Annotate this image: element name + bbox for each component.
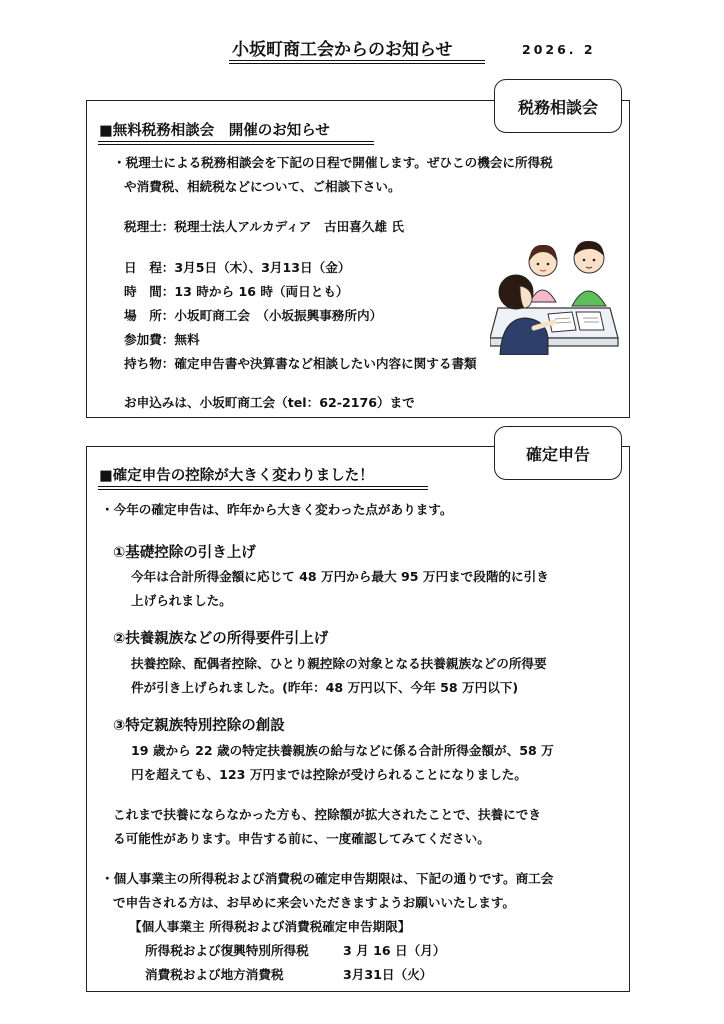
- intro-line-2: や消費税、相続税などについて、ご相談下さい。: [124, 179, 401, 194]
- title-underline: [229, 60, 485, 61]
- schedule: 日 程：3月5日（木）、3月13日（金）: [124, 260, 351, 275]
- item1-line-2: 上げられました。: [131, 593, 232, 608]
- deadline-line-1: ・個人事業主の所得税および消費税の確定申告期限は、下記の通りです。商工会: [101, 871, 554, 886]
- page-title: 小坂町商工会からのお知らせ: [232, 40, 453, 60]
- section2-heading: ■確定申告の控除が大きく変わりました！: [99, 468, 374, 484]
- section1-heading-underline: [98, 141, 374, 142]
- note-line-1: これまで扶養にならなかった方も、控除額が拡大されたことで、扶養にでき: [113, 807, 541, 822]
- deadline-row2-label: 消費税および地方消費税: [145, 967, 284, 982]
- item3-title: ③特定親族特別控除の創設: [113, 718, 285, 734]
- item2-line-1: 扶養控除、配偶者控除、ひとり親控除の対象となる扶養親族などの所得要: [131, 656, 547, 671]
- note-line-2: る可能性があります。申告する前に、一度確認してみてください。: [113, 831, 490, 846]
- tax-return-tab: 確定申告: [494, 426, 622, 480]
- time: 時 間：13 時から 16 時（両日とも）: [124, 284, 349, 299]
- apply-info: お申込みは、小坂町商工会（tel：62-2176）まで: [124, 395, 415, 410]
- section1-heading: ■無料税務相談会 開催のお知らせ: [99, 123, 330, 139]
- place: 場 所：小坂町商工会 （小坂振興事務所内）: [124, 308, 383, 323]
- tax-consultation-tab: 税務相談会: [494, 79, 622, 133]
- tax-accountant: 税理士：税理士法人アルカディア 古田喜久雄 氏: [124, 219, 404, 234]
- item3-line-2: 円を超えても、123 万円までは控除が受けられることになりました。: [131, 767, 527, 782]
- title-underline-double: [229, 63, 485, 64]
- deadline-table-header: 【個人事業主 所得税および消費税確定申告期限】: [129, 919, 411, 934]
- deadline-line-2: で申告される方は、お早めに来会いただきますようお願いいたします。: [113, 895, 515, 910]
- item1-title: ①基礎控除の引き上げ: [113, 545, 256, 561]
- item3-line-1: 19 歳から 22 歳の特定扶養親族の給与などに係る合計所得金額が、58 万: [131, 743, 554, 758]
- intro-line-1: ・税理士による税務相談会を下記の日程で開催します。ぜひこの機会に所得税: [113, 155, 553, 170]
- section2-intro: ・今年の確定申告は、昨年から大きく変わった点があります。: [101, 502, 453, 517]
- section2-heading-underline: [98, 486, 428, 487]
- item2-title: ②扶養親族などの所得要件引上げ: [113, 631, 329, 647]
- deadline-row2-date: 3月31日（火）: [343, 967, 433, 982]
- fee: 参加費：無料: [124, 332, 200, 347]
- deadline-row1-label: 所得税および復興特別所得税: [145, 943, 309, 958]
- consultation-illustration: [490, 230, 620, 355]
- belongings: 持ち物：確定申告書や決算書など相談したい内容に関する書類: [124, 356, 477, 371]
- issue-date: 2026. 2: [522, 42, 596, 57]
- item2-line-2: 件が引き上げられました。(昨年：48 万円以下、今年 58 万円以下): [131, 680, 519, 695]
- deadline-row1-date: 3 月 16 日（月）: [343, 943, 446, 958]
- section1-heading-underline-double: [98, 144, 374, 145]
- section2-heading-underline-double: [98, 489, 428, 490]
- item1-line-1: 今年は合計所得金額に応じて 48 万円から最大 95 万円まで段階的に引き: [131, 569, 549, 584]
